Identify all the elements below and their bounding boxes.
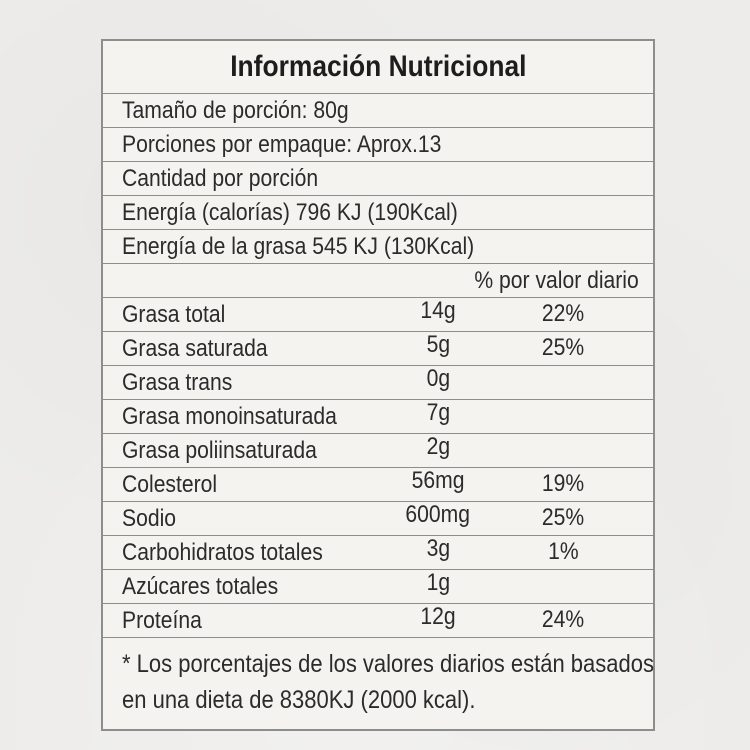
percent-daily-value-header: % por valor diario bbox=[474, 266, 639, 294]
nutrient-daily-value: 1% bbox=[547, 537, 579, 565]
nutrient-name: Colesterol bbox=[122, 470, 218, 498]
nutrient-name: Grasa total bbox=[122, 300, 226, 328]
nutrient-daily-value: 25% bbox=[541, 333, 585, 361]
label-title-row bbox=[103, 41, 653, 93]
nutrient-daily-value: 25% bbox=[541, 503, 585, 531]
nutrient-row bbox=[103, 297, 653, 331]
nutrient-row bbox=[103, 365, 653, 399]
nutrient-amount: 12g bbox=[420, 602, 456, 630]
footnote-line-1: * Los porcentajes de los valores diarios están basados bbox=[122, 650, 654, 678]
nutrient-name: Carbohidratos totales bbox=[122, 538, 323, 566]
amount-per-serving-row bbox=[103, 161, 653, 195]
nutrient-amount: 1g bbox=[426, 568, 450, 596]
amount-per-serving-text: Cantidad por porción bbox=[122, 164, 319, 192]
nutrient-amount: 5g bbox=[426, 330, 450, 358]
nutrient-row bbox=[103, 331, 653, 365]
nutrient-name: Azúcares totales bbox=[122, 572, 279, 600]
percent-daily-value-header-row bbox=[103, 263, 653, 297]
nutrient-daily-value: 19% bbox=[541, 469, 585, 497]
nutrient-amount: 2g bbox=[426, 432, 450, 460]
nutrient-name: Grasa saturada bbox=[122, 334, 268, 362]
nutrient-daily-value: 24% bbox=[541, 605, 585, 633]
nutrient-name: Grasa monoinsaturada bbox=[122, 402, 337, 430]
energy-from-fat-text: Energía de la grasa 545 KJ (130Kcal) bbox=[122, 232, 475, 260]
nutrient-daily-value: 22% bbox=[541, 299, 585, 327]
nutrient-name: Proteína bbox=[122, 606, 202, 634]
energy-from-fat-row bbox=[103, 229, 653, 263]
nutrient-row bbox=[103, 399, 653, 433]
nutrient-row bbox=[103, 535, 653, 569]
nutrition-label bbox=[101, 39, 655, 731]
nutrient-row bbox=[103, 433, 653, 467]
nutrient-row bbox=[103, 603, 653, 637]
nutrient-amount: 7g bbox=[426, 398, 450, 426]
nutrient-amount: 0g bbox=[426, 364, 450, 392]
footnote-line-2: en una dieta de 8380KJ (2000 kcal). bbox=[122, 685, 476, 714]
footnote bbox=[103, 637, 653, 729]
nutrient-amount: 14g bbox=[420, 296, 456, 324]
nutrient-amount: 56mg bbox=[411, 466, 465, 494]
servings-per-package-row bbox=[103, 127, 653, 161]
serving-size-row bbox=[103, 93, 653, 127]
nutrient-amount: 600mg bbox=[405, 500, 471, 528]
serving-size-text: Tamaño de porción: 80g bbox=[122, 96, 349, 124]
nutrient-name: Grasa trans bbox=[122, 368, 233, 396]
nutrient-row bbox=[103, 569, 653, 603]
label-title: Información Nutricional bbox=[229, 50, 527, 83]
energy-calories-text: Energía (calorías) 796 KJ (190Kcal) bbox=[122, 198, 458, 226]
servings-per-package-text: Porciones por empaque: Aprox.13 bbox=[122, 130, 442, 158]
nutrient-amount: 3g bbox=[426, 534, 450, 562]
nutrient-row bbox=[103, 501, 653, 535]
nutrient-name: Sodio bbox=[122, 504, 177, 532]
energy-calories-row bbox=[103, 195, 653, 229]
nutrient-row bbox=[103, 467, 653, 501]
nutrient-name: Grasa poliinsaturada bbox=[122, 436, 317, 464]
